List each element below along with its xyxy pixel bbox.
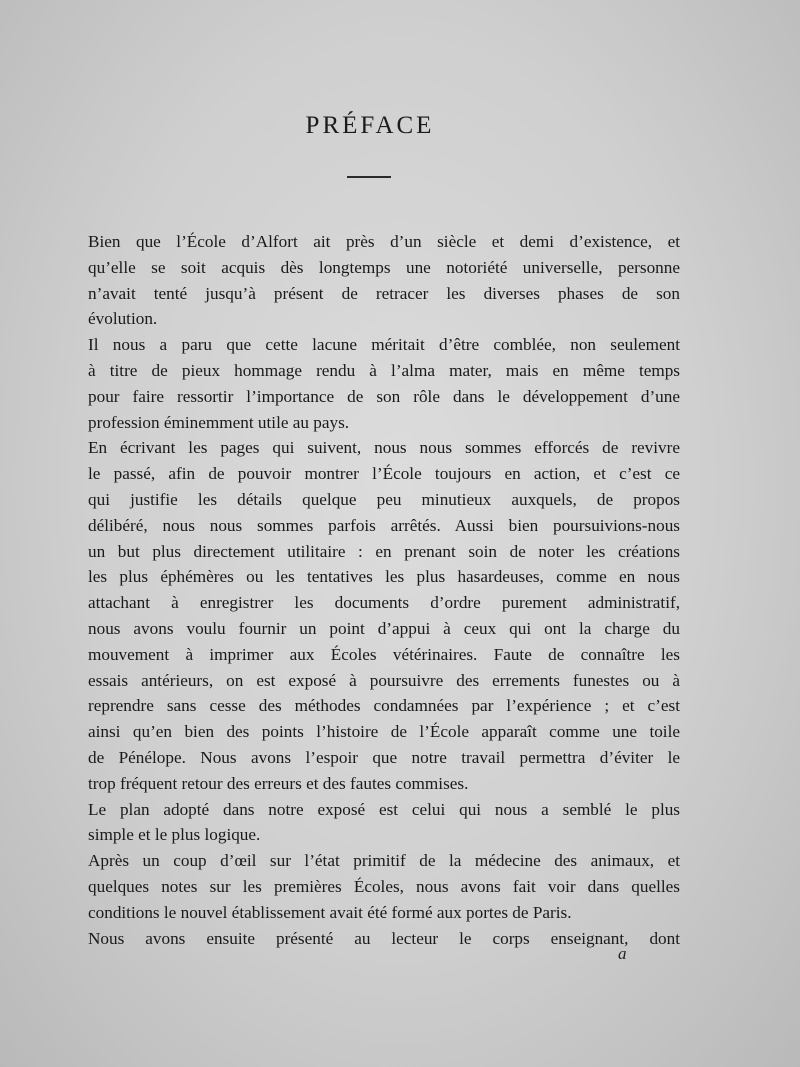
text-line: de Pénélope. Nous avons l’espoir que notre travail permettra d’éviter le	[88, 747, 680, 767]
text-line: essais antérieurs, on est exposé à poursuivre des errements funestes ou à	[88, 670, 680, 690]
text-line: Bien que l’École d’Alfort ait près d’un siècle et demi d’existence, et	[88, 232, 680, 251]
text-line: mouvement à imprimer aux Écoles vétérinaires. Faute de connaître les	[88, 644, 680, 664]
text-line: à titre de pieux hommage rendu à l’alma mater, mais en même temps	[88, 360, 680, 380]
text-line: évolution.	[88, 309, 158, 329]
text-line: simple et le plus logique.	[88, 825, 261, 845]
text-line: Nous avons ensuite présenté au lecteur le corps enseignant, dont	[88, 928, 680, 948]
text-line: qui justifie les détails quelque peu minutieux auxquels, de propos	[88, 489, 680, 509]
text-line: un but plus directement utilitaire : en prenant soin de noter les créations	[88, 541, 680, 561]
paragraph-1	[88, 229, 680, 332]
text-line: qu’elle se soit acquis dès longtemps une notoriété universelle, personne	[88, 257, 680, 277]
text-line: conditions le nouvel établissement avait été formé aux portes de Paris.	[88, 902, 572, 922]
preface-body	[88, 229, 680, 951]
text-line: Le plan adopté dans notre exposé est celui qui nous a semblé le plus	[88, 799, 680, 819]
page-title: PRÉFACE	[305, 112, 435, 139]
text-line: En écrivant les pages qui suivent, nous nous sommes efforcés de revivre	[88, 438, 680, 458]
paragraph-2	[88, 332, 680, 435]
paragraph-3	[88, 435, 680, 796]
text-line: quelques notes sur les premières Écoles, nous avons fait voir dans quelles	[88, 876, 680, 896]
text-line: pour faire ressortir l’importance de son rôle dans le développement d’une	[88, 386, 680, 406]
paragraph-4	[88, 797, 680, 849]
title-rule	[347, 176, 391, 178]
text-line: ainsi qu’en bien des points l’histoire de l’École apparaît comme une toile	[88, 722, 680, 742]
paragraph-6	[88, 926, 680, 952]
paragraph-5	[88, 848, 680, 925]
text-line: trop fréquent retour des erreurs et des fautes commises.	[88, 773, 469, 793]
text-line: nous avons voulu fournir un point d’appui à ceux qui ont la charge du	[88, 618, 680, 638]
text-line: Il nous a paru que cette lacune méritait d’être comblée, non seulement	[88, 335, 680, 355]
text-line: profession éminemment utile au pays.	[88, 412, 350, 432]
signature-mark: a	[618, 944, 627, 963]
text-line: Après un coup d’œil sur l’état primitif de la médecine des animaux, et	[88, 851, 680, 871]
text-line: les plus éphémères ou les tentatives les plus hasardeuses, comme en nous	[88, 567, 680, 587]
text-line: reprendre sans cesse des méthodes condamnées par l’expérience ; et c’est	[88, 696, 680, 716]
text-line: attachant à enregistrer les documents d’ordre purement administratif,	[88, 593, 680, 613]
text-line: délibéré, nous nous sommes parfois arrêtés. Aussi bien poursuivions-nous	[88, 515, 680, 535]
text-line: le passé, afin de pouvoir montrer l’École toujours en action, et c’est ce	[88, 464, 680, 484]
text-line: n’avait tenté jusqu’à présent de retracer les diverses phases de son	[88, 283, 680, 303]
